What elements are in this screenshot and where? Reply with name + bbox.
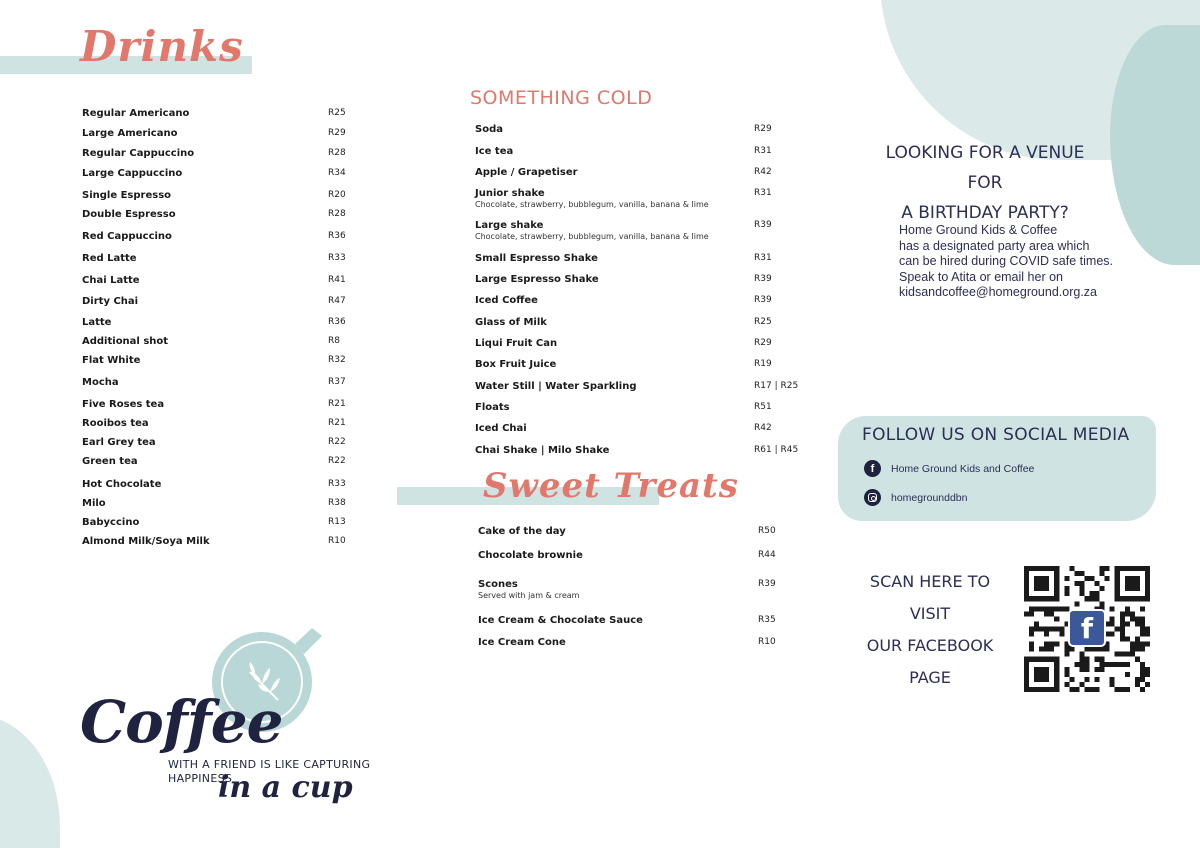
menu-item-name: Ice Cream & Chocolate Sauce xyxy=(478,615,643,626)
menu-item-name: Iced Coffee xyxy=(475,295,538,306)
menu-item-price: R22 xyxy=(328,456,346,466)
venue-text-line-3: can be hired during COVID safe times. xyxy=(899,254,1113,268)
menu-item-name: Milo xyxy=(82,498,106,509)
social-media-title: FOLLOW US ON SOCIAL MEDIA xyxy=(862,425,1130,445)
drinks-title: Drinks xyxy=(80,22,244,71)
menu-item-price: R36 xyxy=(328,231,346,241)
scan-heading-line-2: OUR FACEBOOK PAGE xyxy=(866,636,994,687)
menu-item-price: R29 xyxy=(754,338,772,348)
menu-item-description: Chocolate, strawberry, bubblegum, vanilla, banana & lime xyxy=(475,232,709,241)
venue-text-line-1: Home Ground Kids & Coffee xyxy=(899,223,1058,237)
menu-item-name: Glass of Milk xyxy=(475,317,547,328)
menu-item-price: R13 xyxy=(328,517,346,527)
menu-item-name: Earl Grey tea xyxy=(82,437,156,448)
menu-item-name: Water Still | Water Sparkling xyxy=(475,381,637,392)
menu-item-name: Apple / Grapetiser xyxy=(475,167,578,178)
sweet-treats-title: Sweet Treats xyxy=(483,466,739,506)
menu-item-name: Babyccino xyxy=(82,517,140,528)
menu-item-name: Regular Cappuccino xyxy=(82,148,195,159)
menu-item-name: Double Espresso xyxy=(82,209,176,220)
menu-item-price: R47 xyxy=(328,296,346,306)
menu-item-name: Chai Shake | Milo Shake xyxy=(475,445,610,456)
menu-item-name: Hot Chocolate xyxy=(82,479,162,490)
menu-item-price: R36 xyxy=(328,317,346,327)
menu-item-name: Junior shake xyxy=(475,188,545,199)
quote-line-1: WITH A FRIEND IS LIKE CAPTURING xyxy=(168,758,371,771)
menu-item-name: Flat White xyxy=(82,355,141,366)
facebook-page-name: Home Ground Kids and Coffee xyxy=(891,462,1035,475)
menu-item-price: R25 xyxy=(754,317,772,327)
menu-item-price: R8 xyxy=(328,336,340,346)
coffee-script-word: Coffee xyxy=(80,688,283,756)
menu-item-price: R31 xyxy=(754,188,772,198)
menu-item-price: R31 xyxy=(754,253,772,263)
decorative-blob-bottom-left xyxy=(0,715,60,848)
menu-item-price: R44 xyxy=(758,550,776,560)
venue-email[interactable]: kidsandcoffee@homeground.org.za xyxy=(899,285,1098,299)
menu-item-name: Iced Chai xyxy=(475,423,527,434)
venue-heading-line-1: LOOKING FOR A VENUE FOR xyxy=(885,143,1085,193)
menu-item-description: Chocolate, strawberry, bubblegum, vanilla, banana & lime xyxy=(475,200,709,209)
menu-item-name: Rooibos tea xyxy=(82,418,149,429)
menu-item-price: R19 xyxy=(754,359,772,369)
menu-item-price: R10 xyxy=(328,536,346,546)
instagram-handle: homegrounddbn xyxy=(891,491,968,504)
menu-item-price: R32 xyxy=(328,355,346,365)
in-a-cup-script: in a cup xyxy=(218,770,353,805)
menu-item-price: R39 xyxy=(754,295,772,305)
menu-item-description: Served with jam & cream xyxy=(478,591,580,600)
sweet-treats-list xyxy=(478,0,808,848)
menu-item-price: R20 xyxy=(328,190,346,200)
facebook-link[interactable] xyxy=(864,460,1034,477)
facebook-icon: f xyxy=(864,460,881,477)
menu-item-price: R29 xyxy=(754,124,772,134)
menu-item-price: R21 xyxy=(328,399,346,409)
menu-item-price: R33 xyxy=(328,253,346,263)
menu-item-price: R21 xyxy=(328,418,346,428)
menu-item-price: R35 xyxy=(758,615,776,625)
menu-item-name: Box Fruit Juice xyxy=(475,359,557,370)
quote-line-2: HAPPINESS xyxy=(168,772,233,785)
menu-item-name: Five Roses tea xyxy=(82,399,165,410)
menu-item-name: Large Cappuccino xyxy=(82,168,183,179)
venue-description xyxy=(899,223,1139,301)
menu-item-name: Additional shot xyxy=(82,336,169,347)
menu-item-price: R39 xyxy=(754,220,772,230)
menu-item-price: R42 xyxy=(754,167,772,177)
menu-item-name: Single Espresso xyxy=(82,190,172,201)
menu-item-price: R61 | R45 xyxy=(754,445,799,455)
menu-item-name: Chai Latte xyxy=(82,275,140,286)
menu-item-name: Red Cappuccino xyxy=(82,231,172,242)
menu-item-name: Red Latte xyxy=(82,253,137,264)
menu-item-price: R39 xyxy=(758,579,776,589)
venue-heading-line-2: A BIRTHDAY PARTY? xyxy=(901,203,1069,223)
menu-item-name: Soda xyxy=(475,124,503,135)
menu-item-name: Latte xyxy=(82,317,112,328)
scan-heading-line-1: SCAN HERE TO VISIT xyxy=(869,572,991,623)
menu-item-name: Floats xyxy=(475,402,510,413)
menu-item-name: Regular Americano xyxy=(82,108,190,119)
menu-item-price: R10 xyxy=(758,637,776,647)
menu-item-price: R25 xyxy=(328,108,346,118)
menu-item-name: Large shake xyxy=(475,220,544,231)
menu-item-price: R34 xyxy=(328,168,346,178)
menu-item-price: R51 xyxy=(754,402,772,412)
menu-item-name: Almond Milk/Soya Milk xyxy=(82,536,210,547)
menu-item-price: R33 xyxy=(328,479,346,489)
menu-item-price: R22 xyxy=(328,437,346,447)
menu-item-name: Large Espresso Shake xyxy=(475,274,599,285)
menu-item-name: Scones xyxy=(478,579,518,590)
something-cold-title: SOMETHING COLD xyxy=(470,87,653,109)
menu-item-price: R50 xyxy=(758,526,776,536)
menu-item-price: R41 xyxy=(328,275,346,285)
menu-item-name: Ice Cream Cone xyxy=(478,637,566,648)
menu-item-name: Mocha xyxy=(82,377,119,388)
menu-item-price: R42 xyxy=(754,423,772,433)
menu-item-price: R38 xyxy=(328,498,346,508)
venue-text-line-2: has a designated party area which xyxy=(899,238,1090,253)
menu-item-price: R37 xyxy=(328,377,346,387)
menu-item-price: R31 xyxy=(754,146,772,156)
instagram-link[interactable] xyxy=(864,489,967,506)
menu-item-name: Green tea xyxy=(82,456,138,467)
menu-item-price: R17 | R25 xyxy=(754,381,799,391)
menu-item-name: Small Espresso Shake xyxy=(475,253,598,264)
instagram-icon xyxy=(864,489,881,506)
menu-item-price: R39 xyxy=(754,274,772,284)
venue-text-line-4: Speak to Atita or email her on xyxy=(899,269,1063,284)
menu-item-name: Dirty Chai xyxy=(82,296,139,307)
menu-item-price: R28 xyxy=(328,148,346,158)
menu-item-name: Chocolate brownie xyxy=(478,550,583,561)
menu-item-price: R29 xyxy=(328,128,346,138)
menu-item-name: Large Americano xyxy=(82,128,178,139)
menu-item-name: Cake of the day xyxy=(478,526,566,537)
menu-item-name: Liqui Fruit Can xyxy=(475,338,558,349)
scan-heading xyxy=(850,566,1010,694)
menu-item-price: R28 xyxy=(328,209,346,219)
facebook-logo-icon: f xyxy=(1068,609,1106,647)
venue-heading xyxy=(880,138,1090,228)
menu-item-name: Ice tea xyxy=(475,146,514,157)
